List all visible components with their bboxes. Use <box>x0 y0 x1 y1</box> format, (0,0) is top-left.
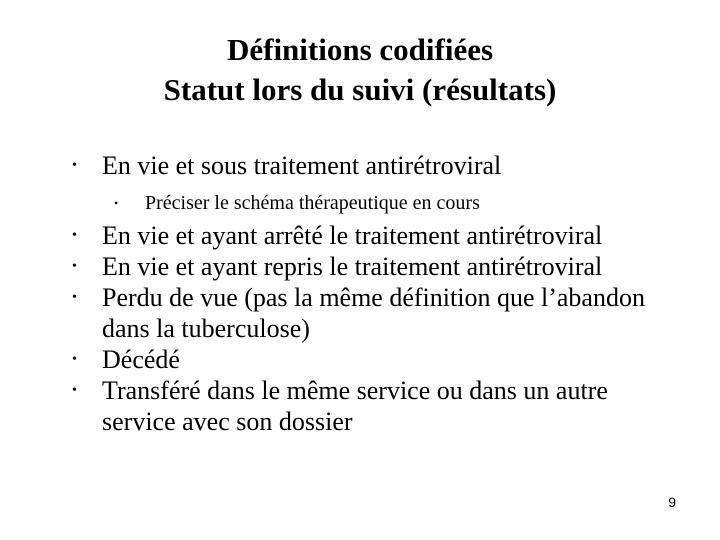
slide-title <box>0 30 720 110</box>
bullet-item-stopped <box>0 220 720 251</box>
bullet-icon: • <box>72 259 77 274</box>
bullet-icon: • <box>72 158 77 173</box>
bullet-text: En vie et ayant arrêté le traitement antirétroviral <box>102 221 603 250</box>
bullet-text: En vie et sous traitement antirétroviral <box>102 151 502 180</box>
bullet-text: Perdu de vue (pas la même définition que l’abandon dans la tuberculose) <box>102 283 645 343</box>
sub-bullet-item-regimen <box>0 191 720 215</box>
bullet-item-on-art <box>0 150 720 181</box>
bullet-list <box>0 150 720 437</box>
slide-title-line-2: Statut lors du suivi (résultats) <box>163 72 557 107</box>
bullet-item-transferred <box>0 375 720 437</box>
bullet-icon: • <box>72 290 77 305</box>
bullet-icon: • <box>72 352 77 367</box>
sub-bullet-icon: • <box>114 196 119 210</box>
sub-bullet-text: Préciser le schéma thérapeutique en cours <box>145 192 480 214</box>
bullet-item-restarted <box>0 251 720 282</box>
bullet-text: Décédé <box>102 345 180 374</box>
bullet-icon: • <box>72 383 77 398</box>
bullet-item-lost-to-follow-up <box>0 282 720 344</box>
page-number: 9 <box>668 494 676 510</box>
bullet-icon: • <box>72 228 77 243</box>
bullet-text: Transféré dans le même service ou dans un autre service avec son dossier <box>102 376 608 436</box>
slide-title-line-1: Définitions codifiées <box>226 32 494 67</box>
bullet-text: En vie et ayant repris le traitement antirétroviral <box>102 252 603 281</box>
bullet-item-deceased <box>0 344 720 375</box>
